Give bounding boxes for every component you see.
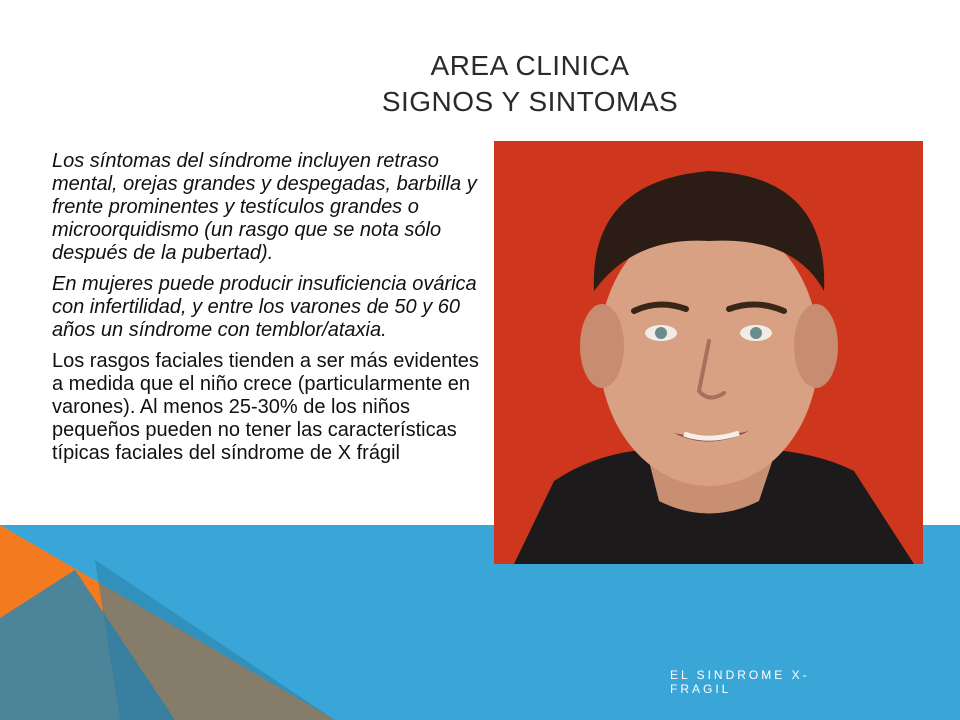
slide-title: [250, 48, 810, 120]
title-line-1: AREA CLINICA: [430, 50, 630, 81]
body-text: [52, 150, 492, 473]
footer-text: EL SINDROME X-FRAGIL: [670, 668, 810, 696]
paragraph-symptoms: Los síntomas del síndrome incluyen retraso mental, orejas grandes y despegadas, barbilla y frente prominentes y testículos grandes o microorquidismo (un rasgo que se nota sólo después de la pubertad).: [52, 150, 477, 264]
right-ear-shape: [794, 304, 838, 388]
left-ear-shape: [580, 304, 624, 388]
portrait-illustration: [494, 141, 923, 564]
paragraph-women: En mujeres puede producir insuficiencia ovárica con infertilidad, y entre los varones de 50 y 60 años un síndrome con temblor/ataxia.: [52, 273, 477, 341]
title-line-2: SIGNOS Y SINTOMAS: [381, 86, 679, 117]
paragraph-facial-features: Los rasgos faciales tienden a ser más evidentes a medida que el niño crece (particularmente en varones). Al menos 25-30% de los niños pequeños pueden no tener las características típicas faciales del síndrome de X frágil: [52, 350, 479, 464]
patient-photo: [494, 141, 923, 564]
